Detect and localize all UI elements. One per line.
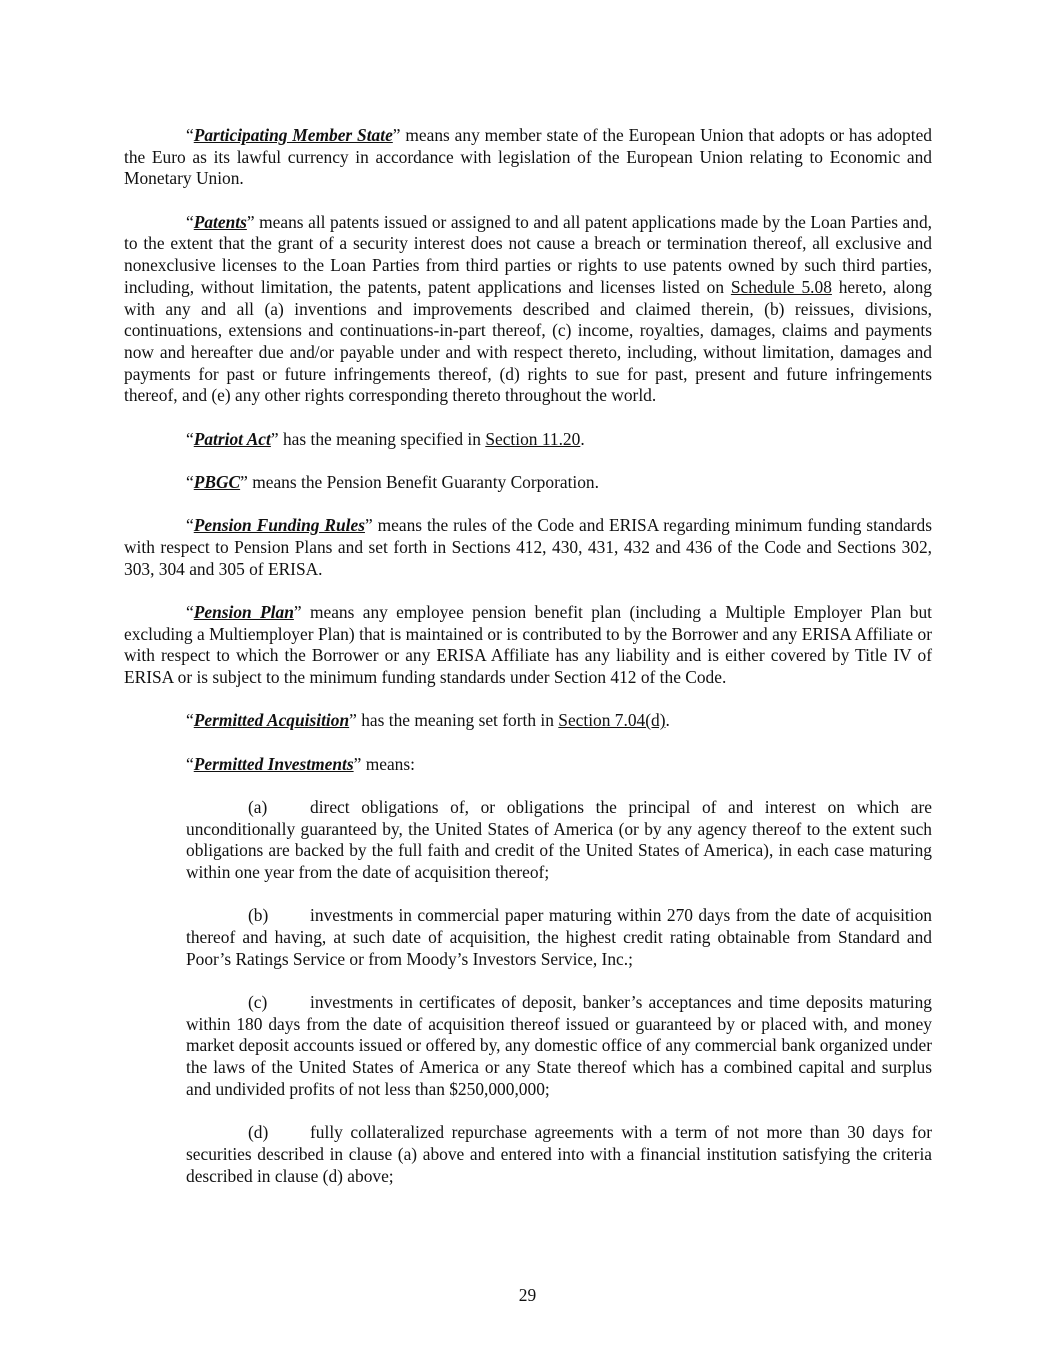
clause-label: (a) bbox=[248, 796, 268, 817]
definition-permitted-acquisition: “Permitted Acquisition” has the meaning set forth in Section 7.04(d). bbox=[186, 710, 670, 731]
definition-text: means the Pension Benefit Guaranty Corporation. bbox=[247, 471, 599, 492]
defined-term: Participating Member State bbox=[193, 125, 393, 145]
clause-label: (d) bbox=[248, 1122, 269, 1143]
definition-text: hereto, along with any and all (a) inventions and improvements described and claimed therein, (b) reissues, divisions, continuations, extensions and continuations-in-part thereof, (c) income, royalties, damages, claims and payments now and hereafter due and/or payable under and with respect thereto, including, without limitation, damages and payments for past or future infringements thereof, (d) rights to sue for past, present and future infringements thereof, and (e) any other rights corresponding thereto throughout the world. bbox=[124, 276, 932, 406]
clause-text: fully collateralized repurchase agreements with a term of not more than 30 days for securities described in clause (a) above and entered into with a financial institution satisfying the criteria described in clause (d) above; bbox=[186, 1122, 932, 1186]
clause-text: investments in commercial paper maturing within 270 days from the date of acquisition thereof and having, at such date of acquisition, the highest credit rating obtainable from Standard and Poor’s Ratings Service or from Moody’s Investors Service, Inc.; bbox=[186, 905, 932, 969]
clause-label: (c) bbox=[248, 992, 268, 1013]
page-number: 29 bbox=[518, 1285, 537, 1305]
defined-term: Patriot Act bbox=[193, 428, 271, 449]
clause-a bbox=[186, 797, 932, 884]
cross-reference: Schedule 5.08 bbox=[730, 276, 832, 297]
defined-term: Patents bbox=[193, 211, 247, 232]
defined-term: Permitted Investments bbox=[193, 753, 354, 774]
clause-d bbox=[186, 1122, 932, 1187]
definition-text: has the meaning specified in bbox=[278, 428, 486, 449]
definition-end: . bbox=[665, 710, 670, 731]
defined-term: Pension Funding Rules bbox=[193, 515, 365, 536]
cross-reference: Section 7.04(d) bbox=[558, 710, 666, 731]
definition-text: means the rules of the Code and ERISA regarding minimum funding standards with respect to Pension Plans and set forth in Sections 412, 430, 431, 432 and 436 of the Code and Sections 302, 303, 304 and 305 of ERISA. bbox=[124, 515, 932, 579]
definition-pension-funding-rules: “Pension Funding Rules” means the rules of the Code and ERISA regarding minimum funding standards with respect to Pension Plans and set forth in Sections 412, 430, 431, 432 and 436 of the Code and Sections 302, 303, 304 and 305 of ERISA. bbox=[124, 515, 932, 579]
definition-text: has the meaning set forth in bbox=[356, 710, 559, 731]
definition-participating-member-state: “Participating Member State” means any member state of the European Union that adopts or has adopted the Euro as its lawful currency in accordance with legislation of the European Union relating to Economic and Monetary Union. bbox=[124, 125, 932, 189]
definition-permitted-investments: “Permitted Investments” means: bbox=[186, 753, 415, 774]
definition-end: . bbox=[580, 428, 585, 449]
defined-term: PBGC bbox=[193, 471, 241, 492]
cross-reference: Section 11.20 bbox=[485, 428, 581, 449]
defined-term: Pension Plan bbox=[193, 601, 294, 622]
defined-term: Permitted Acquisition bbox=[193, 710, 350, 731]
definition-pension-plan: “Pension Plan” means any employee pension benefit plan (including a Multiple Employer Plan but excluding a Multiemployer Plan) that is maintained or is contributed to by the Borrower and any ERISA Affiliate or with respect to which the Borrower or any ERISA Affiliate has any liability and is either covered by Title IV of ERISA or is subject to the minimum funding standards under Section 412 of the Code. bbox=[124, 601, 933, 688]
clause-text: direct obligations of, or obligations the principal of and interest on which are unconditionally guaranteed by, the United States of America (or by any agency thereof to the extent such obligations are backed by the full faith and credit of the United States of America), in each case maturing within one year from the date of acquisition thereof; bbox=[186, 796, 932, 883]
definition-text: means: bbox=[361, 753, 415, 774]
definition-text: means any member state of the European Union that adopts or has adopted the Euro as its lawful currency in accordance with legislation of the European Union relating to Economic and Monetary Union. bbox=[124, 125, 932, 189]
definition-text: means any employee pension benefit plan (including a Multiple Employer Plan but excluding a Multiemployer Plan) that is maintained or is contributed to by the Borrower and any ERISA Affiliate or with respect to which the Borrower or any ERISA Affiliate has any liability and is either covered by Title IV of ERISA or is subject to the minimum funding standards under Section 412 of the Code. bbox=[124, 601, 933, 688]
clause-text: investments in certificates of deposit, banker’s acceptances and time deposits maturing within 180 days from the date of acquisition thereof issued or guaranteed by or placed with, and money market deposit accounts issued or offered by, any domestic office of any commercial bank organized under the laws of the United States of America or any State thereof which has a combined capital and surplus and undivided profits of not less than $250,000,000; bbox=[186, 992, 932, 1099]
clause-b bbox=[186, 905, 932, 970]
clause-c bbox=[186, 992, 932, 1101]
definition-patriot-act: “Patriot Act” has the meaning specified in Section 11.20. bbox=[186, 428, 585, 449]
definition-pbgc: “PBGC” means the Pension Benefit Guaranty Corporation. bbox=[186, 471, 599, 492]
document-page bbox=[124, 125, 932, 1209]
clause-label: (b) bbox=[248, 905, 269, 926]
definition-text: means all patents issued or assigned to and all patent applications made by the Loan Parties and, to the extent that the grant of a security interest does not cause a breach or termination thereof, all exclusive and nonexclusive licenses to the Loan Parties from third parties or rights to use patents owned by such third parties, including, without limitation, the patents, patent applications and licenses listed on bbox=[124, 211, 932, 297]
definition-patents: “Patents” means all patents issued or assigned to and all patent applications made by the Loan Parties and, to the extent that the grant of a security interest does not cause a breach or termination thereof, all exclusive and nonexclusive licenses to the Loan Parties from third parties or rights to use patents owned by such third parties, including, without limitation, the patents, patent applications and licenses listed on Schedule 5.08 hereto, along with any and all (a) inventions and improvements described and claimed therein, (b) reissues, divisions, continuations, extensions and continuations-in-part thereof, (c) income, royalties, damages, claims and payments now and hereafter due and/or payable under and with respect thereto, including, without limitation, damages and payments for past or future infringements thereof, (d) rights to sue for past, present and future infringements thereof, and (e) any other rights corresponding thereto throughout the world. bbox=[124, 211, 932, 406]
